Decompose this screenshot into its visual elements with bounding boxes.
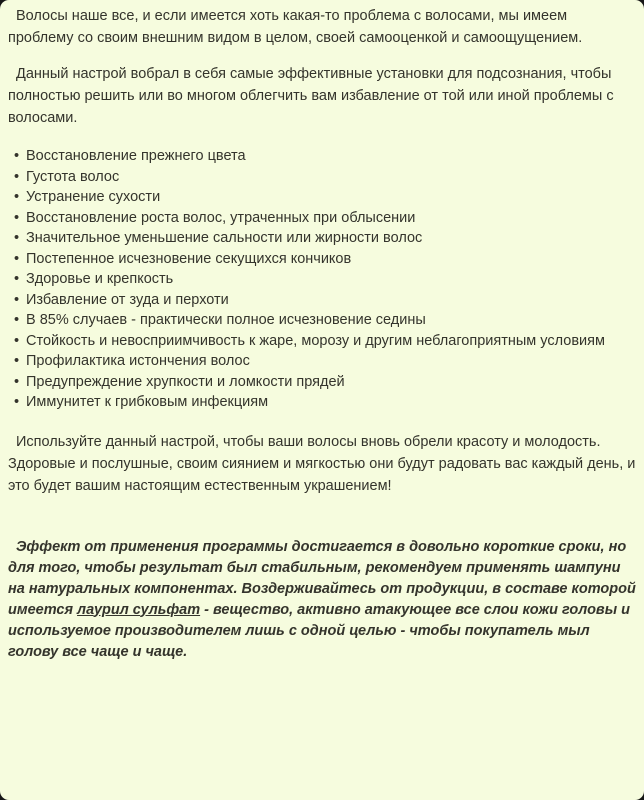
- benefit-item: • Густота волос: [8, 167, 636, 188]
- benefit-item: • Здоровье и крепкость: [8, 269, 636, 290]
- intro-paragraph-2: Данный настрой вобрал в себя самые эффективные установки для подсознания, чтобы полностью решить или во многом облегчить вам избавление от той или иной проблемы с волосами.: [8, 66, 614, 126]
- lauryl-sulfate-link[interactable]: лаурил сульфат: [77, 601, 201, 618]
- note-text-after: - вещество, активно атакующее все слои кожи головы и используемое производителем лишь с одной целью - чтобы покупатель мыл голову все чаще и чаще.: [8, 601, 630, 660]
- effect-note-paragraph: [8, 537, 636, 663]
- benefit-item: • Избавление от зуда и перхоти: [8, 290, 636, 311]
- benefit-item: • Предупреждение хрупкости и ломкости прядей: [8, 372, 636, 393]
- benefit-item: • Иммунитет к грибковым инфекциям: [8, 392, 636, 413]
- benefit-item: • Восстановление роста волос, утраченных при облысении: [8, 208, 636, 229]
- benefit-item: • В 85% случаев - практически полное исчезновение седины: [8, 310, 636, 331]
- intro-paragraph-1: Волосы наше все, и если имеется хоть какая-то проблема с волосами, мы имеем проблему со своим внешним видом в целом, своей самооценкой и самоощущением.: [8, 8, 583, 46]
- benefit-item: • Профилактика истончения волос: [8, 351, 636, 372]
- benefit-item: • Значительное уменьшение сальности или жирности волос: [8, 228, 636, 249]
- note-text-before: Эффект от применения программы достигается в довольно короткие сроки, но для того, чтобы результат был стабильным, рекомендуем применять шампуни на натуральных компонентах. Воздерживайтесь от продукции, в составе которой имеется: [8, 538, 636, 618]
- benefit-item: • Устранение сухости: [8, 187, 636, 208]
- benefits-list: [8, 146, 636, 413]
- closing-paragraph: Используйте данный настрой, чтобы ваши волосы вновь обрели красоту и молодость. Здоровые и послушные, своим сиянием и мягкостью они будут радовать вас каждый день, и это будет вашим настоящим естественным украшением!: [8, 433, 636, 494]
- benefit-item: • Постепенное исчезновение секущихся кончиков: [8, 249, 636, 270]
- benefit-item: • Стойкость и невосприимчивость к жаре, морозу и другим неблагоприятным условиям: [8, 331, 636, 352]
- benefit-item: • Восстановление прежнего цвета: [8, 146, 636, 167]
